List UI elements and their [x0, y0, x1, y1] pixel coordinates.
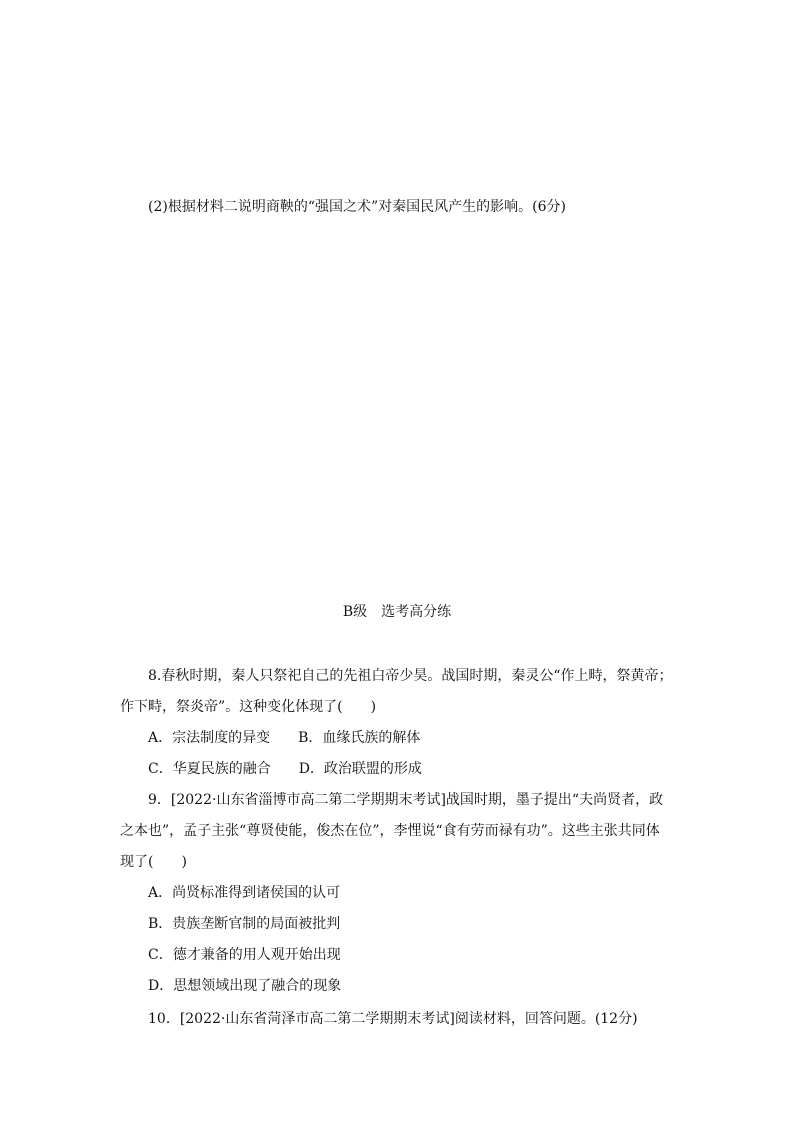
- question-9-option-c: C．德才兼备的用人观开始出现: [148, 947, 341, 963]
- section-title: B级 选考高分练: [342, 604, 452, 620]
- question-10-stem-line1: 10．[2022·山东省菏泽市高二第二学期期末考试]阅读材料，回答问题。(12分): [148, 1011, 638, 1027]
- question-9-stem-line1: 9．[2022·山东省淄博市高二第二学期期末考试]战国时期，墨子提出“夫尚贤者，政: [148, 792, 664, 808]
- question-8-options-cd: C．华夏民族的融合 D．政治联盟的形成: [148, 761, 422, 777]
- question-9-stem-line2: 之本也”，孟子主张“尊贤使能，俊杰在位”，李悝说“食有劳而禄有功”。这些主张共同体: [120, 823, 660, 839]
- question-8-options-ab: A．宗法制度的异变 B．血缘氏族的解体: [148, 730, 421, 746]
- question-9-option-a: A．尚贤标准得到诸侯国的认可: [148, 885, 341, 901]
- part2-question: (2)根据材料二说明商鞅的“强国之术”对秦国民风产生的影响。(6分): [148, 199, 566, 215]
- question-9-option-b: B．贵族垄断官制的局面被批判: [148, 916, 341, 932]
- question-9-stem-line3: 现了( ): [120, 854, 187, 870]
- question-9-option-d: D．思想领域出现了融合的现象: [148, 978, 342, 994]
- question-8-stem-line2: 作下畤，祭炎帝”。这种变化体现了( ): [120, 699, 377, 715]
- question-8-stem-line1: 8.春秋时期，秦人只祭祀自己的先祖白帝少昊。战国时期，秦灵公“作上畤，祭黄帝；: [148, 668, 673, 684]
